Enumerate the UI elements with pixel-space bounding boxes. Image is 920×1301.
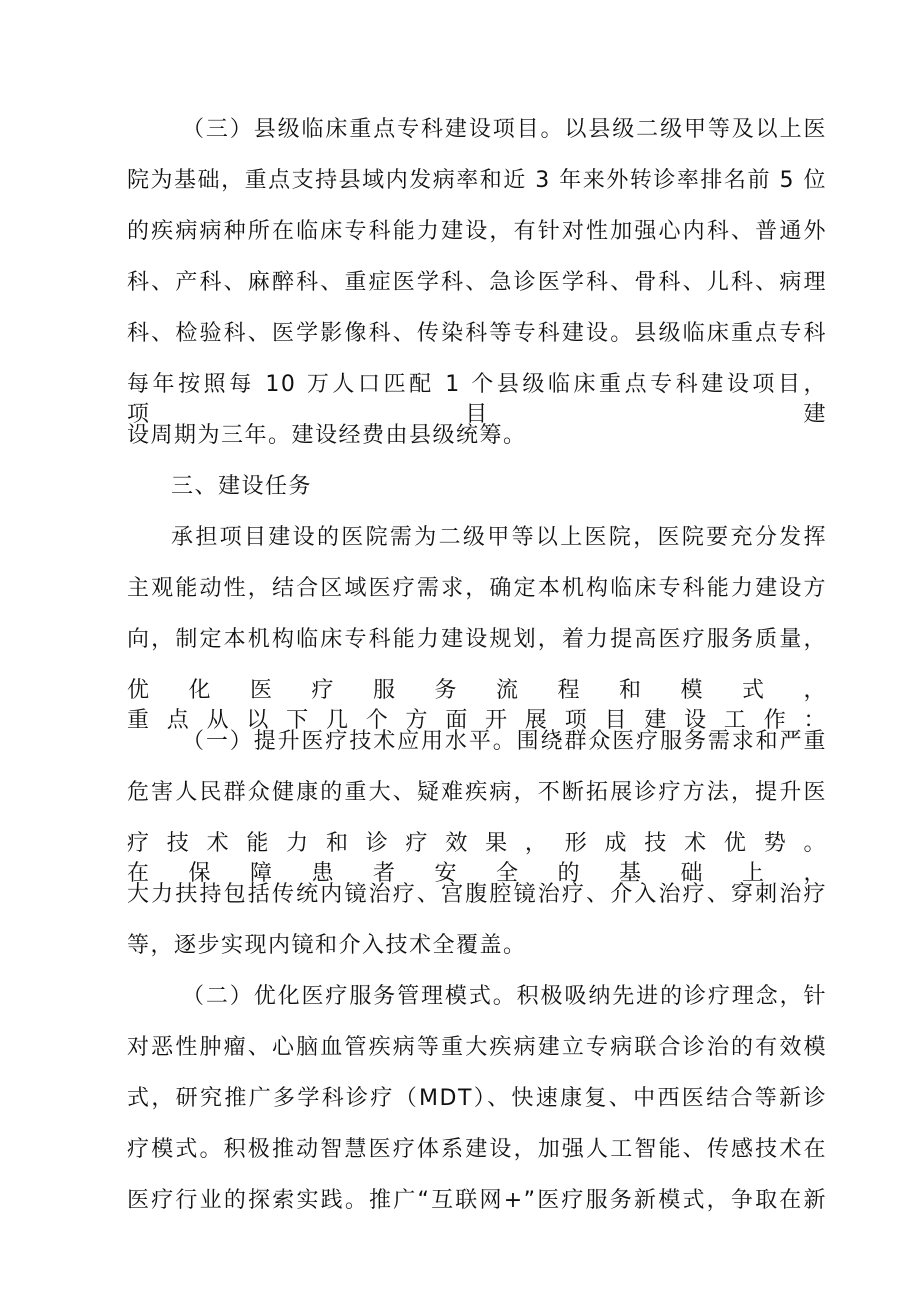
paragraph-line: 危害人民群众健康的重大、疑难疾病，不断拓展诊疗方法，提升医 [127,780,827,805]
paragraph-line: 医疗行业的探索实践。推广“互联网+”医疗服务新模式，争取在新 [127,1188,827,1213]
paragraph-line: （三）县级临床重点专科建设项目。以县级二级甲等及以上医 [182,117,827,142]
paragraph-line: （一）提升医疗技术应用水平。围绕群众医疗服务需求和严重 [182,729,827,754]
paragraph-line: 设周期为三年。建设经费由县级统筹。 [127,423,527,448]
paragraph-line: 承担项目建设的医院需为二级甲等以上医院，医院要充分发挥 [171,525,827,550]
paragraph-line: 主观能动性，结合区域医疗需求，确定本机构临床专科能力建设方 [127,576,827,601]
paragraph-line: 院为基础，重点支持县域内发病率和近 3 年来外转诊率排名前 5 位 [127,168,827,193]
paragraph-line: （二）优化医疗服务管理模式。积极吸纳先进的诊疗理念，针 [182,984,827,1009]
paragraph-line: 每年按照每 10 万人口匹配 1 个县级临床重点专科建设项目，项目建 [127,372,827,427]
paragraph-line: 的疾病病种所在临床专科能力建设，有针对性加强心内科、普通外 [127,219,827,244]
paragraph-line: 等，逐步实现内镜和介入技术全覆盖。 [127,933,527,958]
paragraph-line: 优化医疗服务流程和模式，重点从以下几个方面开展项目建设工作： [127,678,827,733]
paragraph-line: 向，制定本机构临床专科能力建设规划，着力提高医疗服务质量， [127,627,827,652]
section-heading: 三、建设任务 [171,474,313,499]
paragraph-line: 疗技术能力和诊疗效果，形成技术优势。在保障患者安全的基础上， [127,831,827,886]
paragraph-line: 科、检验科、医学影像科、传染科等专科建设。县级临床重点专科 [127,321,827,346]
paragraph-line: 大力扶持包括传统内镜治疗、宫腹腔镜治疗、介入治疗、穿刺治疗 [127,882,827,907]
paragraph-line: 式，研究推广多学科诊疗（MDT）、快速康复、中西医结合等新诊 [127,1086,827,1111]
paragraph-line: 对恶性肿瘤、心脑血管疾病等重大疾病建立专病联合诊治的有效模 [127,1035,827,1060]
paragraph-line: 疗模式。积极推动智慧医疗体系建设，加强人工智能、传感技术在 [127,1137,827,1162]
paragraph-line: 科、产科、麻醉科、重症医学科、急诊医学科、骨科、儿科、病理 [127,270,827,295]
